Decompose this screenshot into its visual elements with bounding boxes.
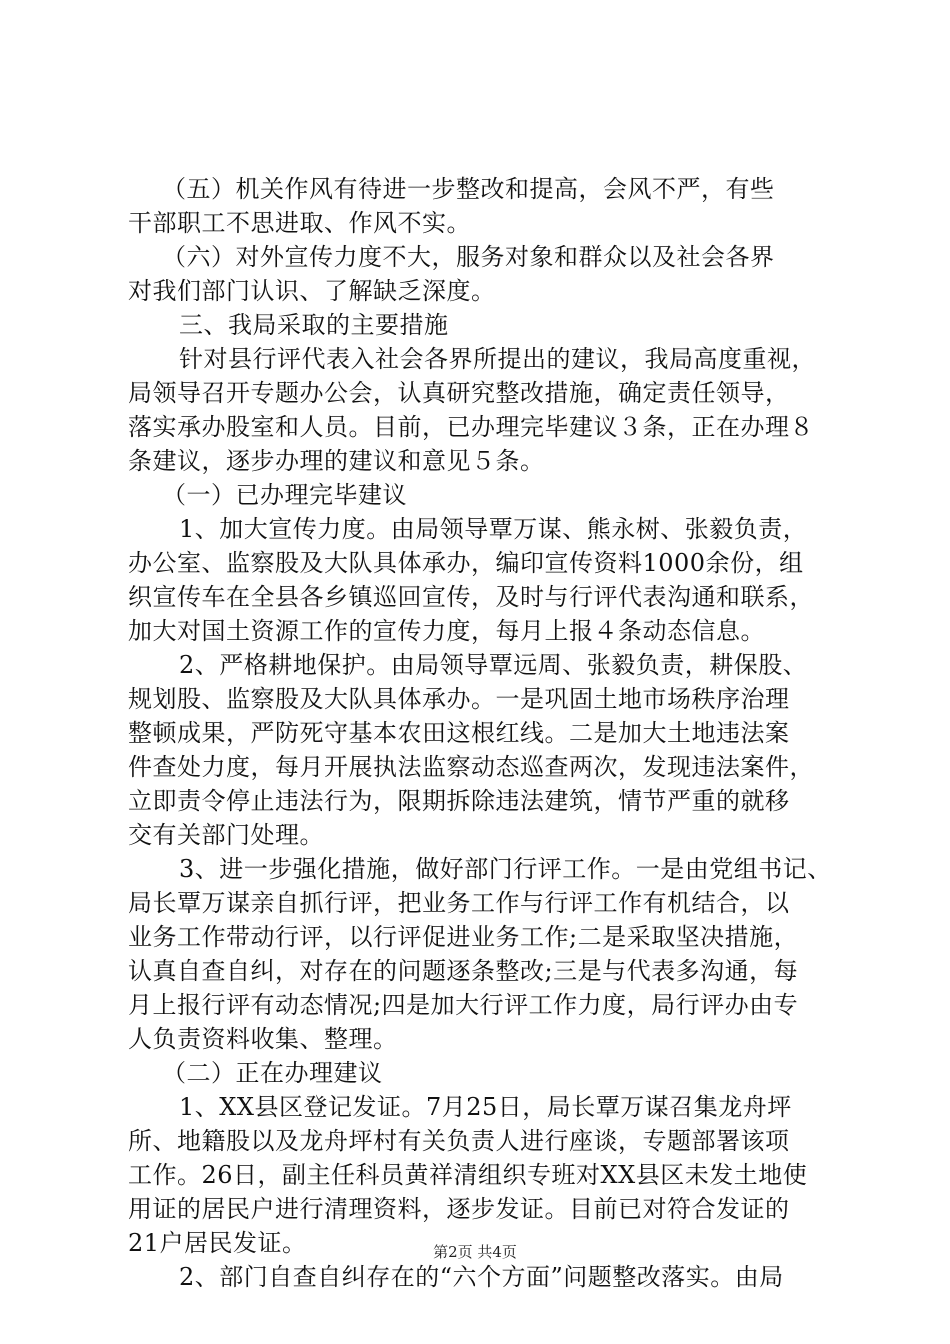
- text-line: 对我们部门认识、了解缺乏深度。: [128, 277, 496, 305]
- text-line: 整顿成果，严防死守基本农田这根红线。二是加大土地违法案: [128, 719, 790, 747]
- subsection-heading: （二）正在办理建议: [162, 1059, 383, 1087]
- text-line: 局领导召开专题办公会，认真研究整改措施，确定责任领导，: [128, 379, 790, 407]
- text-line: 1、加大宣传力度。由局领导覃万谋、熊永树、张毅负责，: [179, 515, 808, 543]
- text-line: 规划股、监察股及大队具体承办。一是巩固土地市场秩序治理: [128, 685, 790, 713]
- text-line: 局长覃万谋亲自抓行评，把业务工作与行评工作有机结合，以: [128, 889, 790, 917]
- text-line: 加大对国土资源工作的宣传力度，每月上报４条动态信息。: [128, 617, 765, 645]
- section-heading: 三、我局采取的主要措施: [179, 311, 449, 339]
- text-line: 针对县行评代表入社会各界所提出的建议，我局高度重视，: [179, 345, 816, 373]
- text-line: （五）机关作风有待进一步整改和提高，会风不严，有些: [162, 175, 775, 203]
- text-line: 交有关部门处理。: [128, 821, 324, 849]
- text-line: 条建议，逐步办理的建议和意见５条。: [128, 447, 545, 475]
- text-line: 落实承办股室和人员。目前，已办理完毕建议３条，正在办理８: [128, 413, 814, 441]
- text-line: 立即责令停止违法行为，限期拆除违法建筑，情节严重的就移: [128, 787, 790, 815]
- text-line: 2、严格耕地保护。由局领导覃远周、张毅负责，耕保股、: [179, 651, 808, 679]
- text-line: 用证的居民户进行清理资料，逐步发证。目前已对符合发证的: [128, 1195, 790, 1223]
- text-line: 工作。26日，副主任科员黄祥清组织专班对XX县区未发土地使: [128, 1161, 808, 1189]
- text-line: 业务工作带动行评，以行评促进业务工作;二是采取坚决措施，: [128, 923, 799, 951]
- text-line: 认真自查自纠，对存在的问题逐条整改;三是与代表多沟通，每: [128, 957, 799, 985]
- page-number-footer: 第2页 共4页: [433, 1243, 517, 1261]
- text-line: （六）对外宣传力度不大，服务对象和群众以及社会各界: [162, 243, 775, 271]
- text-line: 月上报行评有动态情况;四是加大行评工作力度，局行评办由专: [128, 991, 799, 1019]
- subsection-heading: （一）已办理完毕建议: [162, 481, 407, 509]
- text-line: 1、XX县区登记发证。7月25日，局长覃万谋召集龙舟坪: [179, 1093, 792, 1121]
- text-line: 2、部门自查自纠存在的“六个方面”问题整改落实。由局: [179, 1263, 784, 1291]
- text-line: 织宣传车在全县各乡镇巡回宣传，及时与行评代表沟通和联系，: [128, 583, 814, 611]
- text-line: 21户居民发证。: [128, 1229, 307, 1257]
- text-line: 件查处力度，每月开展执法监察动态巡查两次，发现违法案件，: [128, 753, 814, 781]
- text-line: 所、地籍股以及龙舟坪村有关负责人进行座谈，专题部署该项: [128, 1127, 790, 1155]
- text-line: 办公室、监察股及大队具体承办，编印宣传资料1000余份，组: [128, 549, 804, 577]
- text-line: 干部职工不思进取、作风不实。: [128, 209, 471, 237]
- text-line: 人负责资料收集、整理。: [128, 1025, 398, 1053]
- text-line: 3、进一步强化措施，做好部门行评工作。一是由党组书记、: [179, 855, 832, 883]
